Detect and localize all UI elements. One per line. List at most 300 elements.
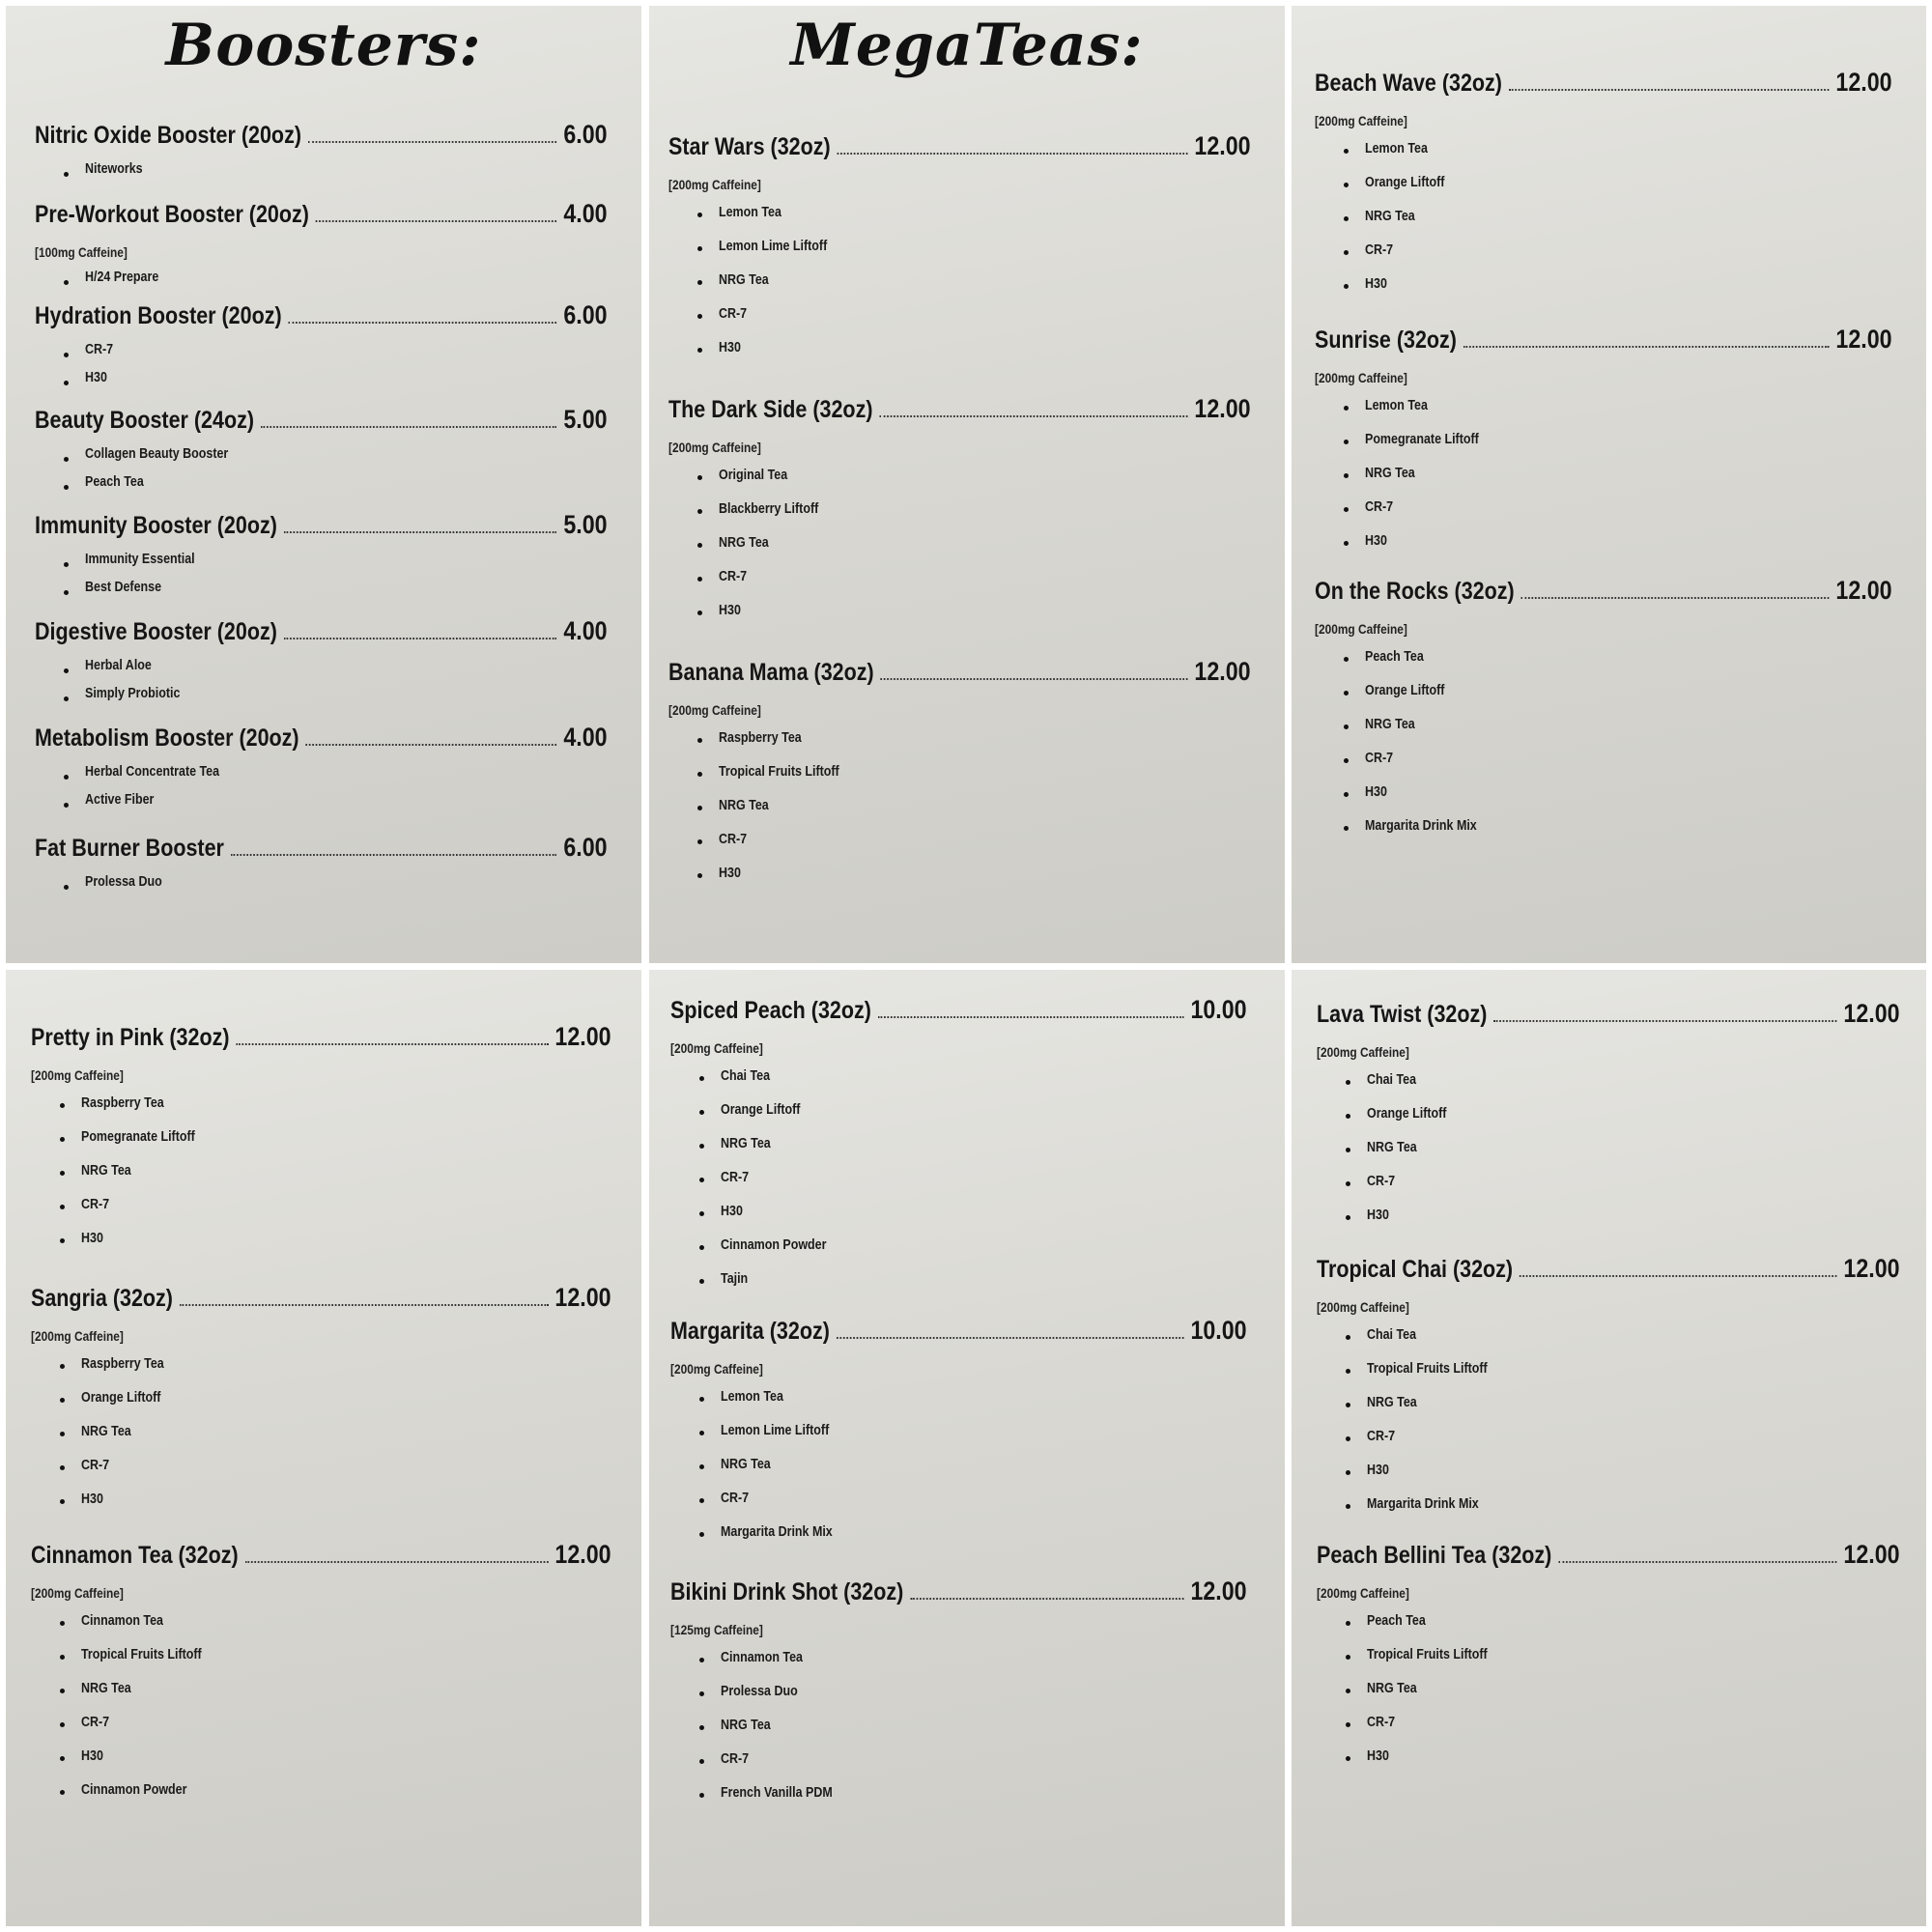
item-header <box>670 995 1247 1025</box>
item-header <box>1315 325 1892 355</box>
dot-leader <box>879 415 1187 417</box>
ingredient-item <box>668 526 1252 560</box>
menu-item <box>35 199 609 292</box>
ingredient-label: CR-7 <box>1365 242 1394 258</box>
ingredient-item <box>1315 234 1893 268</box>
menu-item <box>670 995 1248 1296</box>
ingredient-label: CR-7 <box>1367 1174 1396 1189</box>
ingredient-item <box>670 1641 1248 1675</box>
ingredient-item <box>1317 1740 1901 1774</box>
ingredient-item <box>1317 1605 1901 1638</box>
ingredient-item <box>670 1675 1248 1709</box>
item-name: Banana Mama (32oz) <box>668 659 874 686</box>
dot-leader <box>316 220 557 222</box>
ingredient-label: Tropical Fruits Liftoff <box>81 1647 202 1662</box>
ingredient-label: Cinnamon Tea <box>81 1613 163 1629</box>
ingredient-item <box>35 364 609 392</box>
ingredient-label: NRG Tea <box>1365 717 1415 732</box>
ingredient-list <box>1315 640 1893 843</box>
item-name: Digestive Booster (20oz) <box>35 618 277 645</box>
item-name: Margarita (32oz) <box>670 1318 830 1345</box>
ingredient-item <box>670 1743 1248 1776</box>
ingredient-item <box>670 1516 1248 1549</box>
ingredient-item <box>668 857 1252 891</box>
ingredient-label: NRG Tea <box>719 535 769 551</box>
ingredient-item <box>35 868 609 896</box>
ingredient-item <box>670 1094 1248 1127</box>
ingredient-label: NRG Tea <box>1367 1140 1417 1155</box>
dot-leader <box>838 153 1188 155</box>
item-price: 5.00 <box>563 405 608 434</box>
ingredient-item <box>35 652 609 680</box>
ingredient-item <box>668 493 1252 526</box>
menu-page-boosters <box>6 6 641 963</box>
ingredient-item <box>670 1380 1248 1414</box>
ingredient-label: Lemon Lime Liftoff <box>719 239 828 254</box>
menu-item <box>35 723 609 814</box>
ingredient-label: Lemon Lime Liftoff <box>721 1423 830 1438</box>
ingredient-list <box>668 196 1252 365</box>
ingredient-item <box>1317 1352 1901 1386</box>
ingredient-label: Orange Liftoff <box>1365 683 1445 698</box>
item-header <box>35 405 608 435</box>
ingredient-item <box>668 264 1252 298</box>
ingredient-item <box>1315 491 1893 525</box>
item-header <box>1315 68 1892 98</box>
dot-leader <box>308 141 557 143</box>
item-name: Sangria (32oz) <box>31 1285 173 1312</box>
ingredient-item <box>1317 1638 1901 1672</box>
ingredient-list <box>35 758 609 814</box>
ingredient-list <box>1315 132 1893 301</box>
ingredient-label: Prolessa Duo <box>721 1684 798 1699</box>
ingredient-list <box>35 440 609 497</box>
ingredient-label: Collagen Beauty Booster <box>85 446 229 462</box>
ingredient-item <box>668 823 1252 857</box>
item-name: Cinnamon Tea (32oz) <box>31 1542 239 1569</box>
ingredient-label: Tropical Fruits Liftoff <box>719 764 839 780</box>
ingredient-item <box>668 459 1252 493</box>
caffeine-note: [200mg Caffeine] <box>668 702 761 718</box>
item-price: 12.00 <box>554 1283 611 1312</box>
ingredient-item <box>668 196 1252 230</box>
menu-item <box>670 1577 1248 1810</box>
ingredient-item <box>35 264 609 292</box>
item-header <box>35 723 608 753</box>
item-price: 12.00 <box>1843 999 1900 1028</box>
ingredient-label: Chai Tea <box>1367 1327 1417 1343</box>
dot-leader <box>1463 346 1830 348</box>
caffeine-note: [200mg Caffeine] <box>1315 621 1407 637</box>
menu-item <box>31 1283 612 1517</box>
ingredient-item <box>670 1127 1248 1161</box>
ingredient-label: CR-7 <box>721 1491 750 1506</box>
ingredient-list <box>670 1060 1248 1296</box>
ingredient-item <box>31 1740 612 1774</box>
ingredient-label: H30 <box>1367 1748 1389 1764</box>
ingredient-item <box>1315 132 1893 166</box>
item-name: Spiced Peach (32oz) <box>670 997 871 1024</box>
dot-leader <box>1509 89 1830 91</box>
ingredient-label: H30 <box>721 1204 743 1219</box>
ingredient-label: Orange Liftoff <box>1367 1106 1447 1122</box>
menu-page-4 <box>6 970 641 1926</box>
ingredient-item <box>31 1672 612 1706</box>
ingredient-label: Peach Tea <box>1365 649 1424 665</box>
ingredient-item <box>35 336 609 364</box>
ingredient-label: Cinnamon Tea <box>721 1650 803 1665</box>
item-name: Fat Burner Booster <box>35 835 224 862</box>
item-price: 12.00 <box>1843 1254 1900 1283</box>
ingredient-item <box>1317 1488 1901 1521</box>
menu-item <box>1315 68 1893 301</box>
ingredient-label: CR-7 <box>1367 1429 1396 1444</box>
ingredient-label: Chai Tea <box>721 1068 771 1084</box>
ingredient-label: CR-7 <box>719 569 748 584</box>
ingredient-label: CR-7 <box>1367 1715 1396 1730</box>
ingredient-label: CR-7 <box>1365 499 1394 515</box>
ingredient-item <box>35 680 609 708</box>
dot-leader <box>1558 1561 1836 1563</box>
ingredient-item <box>1315 810 1893 843</box>
ingredient-item <box>1315 389 1893 423</box>
menu-item <box>1317 1254 1901 1521</box>
ingredient-label: Cinnamon Powder <box>721 1237 827 1253</box>
ingredient-label: NRG Tea <box>1365 209 1415 224</box>
item-price: 12.00 <box>1835 325 1892 354</box>
ingredient-item <box>670 1195 1248 1229</box>
ingredient-item <box>668 331 1252 365</box>
ingredient-list <box>35 264 609 292</box>
ingredient-list <box>31 1348 612 1517</box>
ingredient-label: Blackberry Liftoff <box>719 501 819 517</box>
ingredient-label: NRG Tea <box>1367 1395 1417 1410</box>
ingredient-label: NRG Tea <box>721 1718 771 1733</box>
item-name: Peach Bellini Tea (32oz) <box>1317 1542 1552 1569</box>
ingredient-item <box>31 1348 612 1381</box>
dot-leader <box>1521 597 1830 599</box>
item-name: Bikini Drink Shot (32oz) <box>670 1578 904 1605</box>
caffeine-note: [200mg Caffeine] <box>31 1328 124 1344</box>
ingredient-item <box>1315 674 1893 708</box>
ingredient-item <box>1315 776 1893 810</box>
ingredient-item <box>1315 200 1893 234</box>
dot-leader <box>231 854 557 856</box>
item-name: Beauty Booster (24oz) <box>35 407 254 434</box>
menu-page-3 <box>1292 6 1926 963</box>
ingredient-list <box>1317 1605 1901 1774</box>
ingredient-label: Lemon Tea <box>1365 398 1428 413</box>
ingredient-item <box>1315 457 1893 491</box>
item-header <box>31 1022 611 1052</box>
item-header <box>668 394 1251 424</box>
item-price: 4.00 <box>563 199 608 228</box>
ingredient-label: H30 <box>1365 533 1387 549</box>
ingredient-item <box>31 1638 612 1672</box>
ingredient-label: Original Tea <box>719 468 788 483</box>
ingredient-item <box>670 1060 1248 1094</box>
ingredient-item <box>31 1121 612 1154</box>
dot-leader <box>284 638 557 639</box>
ingredient-item <box>1315 742 1893 776</box>
item-name: Star Wars (32oz) <box>668 133 831 160</box>
ingredient-item <box>35 156 609 184</box>
ingredient-label: Immunity Essential <box>85 552 195 567</box>
item-name: Beach Wave (32oz) <box>1315 70 1502 97</box>
ingredient-item <box>1317 1386 1901 1420</box>
item-price: 12.00 <box>1190 1577 1247 1605</box>
item-name: Sunrise (32oz) <box>1315 327 1457 354</box>
ingredient-label: Margarita Drink Mix <box>1365 818 1477 834</box>
ingredient-item <box>668 755 1252 789</box>
item-name: Pretty in Pink (32oz) <box>31 1024 230 1051</box>
menu-item <box>1317 1540 1901 1774</box>
ingredient-label: NRG Tea <box>719 798 769 813</box>
ingredient-label: Tropical Fruits Liftoff <box>1367 1361 1488 1377</box>
item-header <box>1315 576 1892 606</box>
page-heading: Boosters: <box>165 12 482 79</box>
item-header <box>1317 999 1900 1029</box>
ingredient-list <box>35 652 609 708</box>
menu-item <box>35 616 609 708</box>
item-price: 10.00 <box>1190 1316 1247 1345</box>
dot-leader <box>878 1016 1184 1018</box>
item-name: On the Rocks (32oz) <box>1315 578 1515 605</box>
ingredient-item <box>670 1263 1248 1296</box>
item-price: 5.00 <box>563 510 608 539</box>
ingredient-label: NRG Tea <box>81 1681 131 1696</box>
ingredient-label: French Vanilla PDM <box>721 1785 833 1801</box>
item-name: Pre-Workout Booster (20oz) <box>35 201 309 228</box>
ingredient-item <box>1315 423 1893 457</box>
item-header <box>1317 1254 1900 1284</box>
caffeine-note: [200mg Caffeine] <box>1315 370 1407 385</box>
ingredient-list <box>670 1380 1248 1549</box>
dot-leader <box>837 1337 1184 1339</box>
menu-page-6 <box>1292 970 1926 1926</box>
ingredient-item <box>670 1776 1248 1810</box>
ingredient-label: NRG Tea <box>719 272 769 288</box>
ingredient-label: NRG Tea <box>81 1424 131 1439</box>
item-header <box>35 120 608 150</box>
ingredient-label: H30 <box>1367 1208 1389 1223</box>
ingredient-item <box>668 594 1252 628</box>
caffeine-note: [125mg Caffeine] <box>670 1622 763 1637</box>
ingredient-label: Best Defense <box>85 580 162 595</box>
ingredient-item <box>1317 1097 1901 1131</box>
menu-item <box>1317 999 1901 1233</box>
ingredient-item <box>670 1414 1248 1448</box>
ingredient-label: NRG Tea <box>81 1163 131 1179</box>
menu-item <box>35 405 609 497</box>
item-price: 12.00 <box>1843 1540 1900 1569</box>
ingredient-list <box>1317 1064 1901 1233</box>
item-header <box>1317 1540 1900 1570</box>
ingredient-label: Herbal Aloe <box>85 658 152 673</box>
ingredient-item <box>31 1449 612 1483</box>
ingredient-label: H30 <box>81 1492 103 1507</box>
ingredient-label: CR-7 <box>81 1458 110 1473</box>
ingredient-label: H30 <box>1365 784 1387 800</box>
ingredient-item <box>670 1161 1248 1195</box>
menu-item <box>668 394 1252 628</box>
item-price: 12.00 <box>1194 657 1251 686</box>
ingredient-item <box>31 1774 612 1807</box>
ingredient-item <box>668 298 1252 331</box>
ingredient-item <box>31 1706 612 1740</box>
ingredient-label: Pomegranate Liftoff <box>81 1129 195 1145</box>
ingredient-item <box>35 574 609 602</box>
dot-leader <box>910 1598 1183 1600</box>
item-price: 12.00 <box>554 1540 611 1569</box>
ingredient-label: H30 <box>719 340 741 355</box>
ingredient-label: Margarita Drink Mix <box>1367 1496 1479 1512</box>
caffeine-note: [200mg Caffeine] <box>670 1040 763 1056</box>
ingredient-item <box>1317 1319 1901 1352</box>
ingredient-item <box>668 722 1252 755</box>
ingredient-label: CR-7 <box>1365 751 1394 766</box>
ingredient-item <box>31 1154 612 1188</box>
ingredient-item <box>31 1483 612 1517</box>
ingredient-item <box>1317 1165 1901 1199</box>
ingredient-label: NRG Tea <box>721 1457 771 1472</box>
ingredient-item <box>35 786 609 814</box>
menu-item <box>668 131 1252 365</box>
ingredient-label: H30 <box>81 1231 103 1246</box>
ingredient-item <box>31 1087 612 1121</box>
ingredient-label: Tropical Fruits Liftoff <box>1367 1647 1488 1662</box>
ingredient-label: Tajin <box>721 1271 749 1287</box>
item-name: Metabolism Booster (20oz) <box>35 724 299 752</box>
ingredient-list <box>670 1641 1248 1810</box>
dot-leader <box>261 426 557 428</box>
ingredient-item <box>1317 1131 1901 1165</box>
menu-page-megateas <box>649 6 1285 963</box>
caffeine-note: [200mg Caffeine] <box>1317 1299 1409 1315</box>
ingredient-item <box>670 1448 1248 1482</box>
ingredient-item <box>35 469 609 497</box>
dot-leader <box>289 322 557 324</box>
dot-leader <box>284 531 557 533</box>
ingredient-item <box>670 1482 1248 1516</box>
ingredient-item <box>35 758 609 786</box>
menu-item <box>35 510 609 602</box>
item-price: 12.00 <box>1835 576 1892 605</box>
ingredient-label: CR-7 <box>721 1751 750 1767</box>
item-header <box>670 1316 1247 1346</box>
ingredient-label: Margarita Drink Mix <box>721 1524 833 1540</box>
dot-leader <box>1493 1020 1836 1022</box>
ingredient-item <box>1315 708 1893 742</box>
ingredient-label: Cinnamon Powder <box>81 1782 187 1798</box>
ingredient-item <box>1315 268 1893 301</box>
dot-leader <box>236 1043 548 1045</box>
page-heading: MegaTeas: <box>790 12 1144 79</box>
item-price: 6.00 <box>563 833 608 862</box>
dot-leader <box>1520 1275 1837 1277</box>
menu-item <box>670 1316 1248 1549</box>
ingredient-label: NRG Tea <box>721 1136 771 1151</box>
item-name: Lava Twist (32oz) <box>1317 1001 1488 1028</box>
item-header <box>31 1540 611 1570</box>
ingredient-label: H/24 Prepare <box>85 270 159 285</box>
ingredient-label: CR-7 <box>81 1197 110 1212</box>
item-header <box>670 1577 1247 1606</box>
menu-item <box>668 657 1252 891</box>
ingredient-item <box>31 1415 612 1449</box>
item-header <box>31 1283 611 1313</box>
ingredient-item <box>1317 1672 1901 1706</box>
caffeine-note: [200mg Caffeine] <box>668 440 761 455</box>
ingredient-list <box>35 336 609 392</box>
ingredient-label: Raspberry Tea <box>81 1356 164 1372</box>
ingredient-label: NRG Tea <box>1365 466 1415 481</box>
ingredient-list <box>35 546 609 602</box>
ingredient-item <box>668 560 1252 594</box>
ingredient-label: Peach Tea <box>1367 1613 1426 1629</box>
ingredient-label: CR-7 <box>81 1715 110 1730</box>
item-price: 4.00 <box>563 616 608 645</box>
item-price: 4.00 <box>563 723 608 752</box>
ingredient-label: Orange Liftoff <box>721 1102 801 1118</box>
item-price: 12.00 <box>1194 131 1251 160</box>
ingredient-list <box>1315 389 1893 558</box>
ingredient-label: Raspberry Tea <box>719 730 802 746</box>
ingredient-item <box>31 1381 612 1415</box>
menu-item <box>31 1022 612 1256</box>
dot-leader <box>881 678 1188 680</box>
caffeine-note: [200mg Caffeine] <box>670 1361 763 1377</box>
item-name: Nitric Oxide Booster (20oz) <box>35 122 301 149</box>
caffeine-note: [200mg Caffeine] <box>1315 113 1407 128</box>
ingredient-label: Peach Tea <box>85 474 144 490</box>
ingredient-item <box>668 230 1252 264</box>
dot-leader <box>305 744 556 746</box>
caffeine-note: [200mg Caffeine] <box>1317 1585 1409 1601</box>
item-header <box>668 657 1251 687</box>
item-header <box>35 199 608 229</box>
ingredient-list <box>668 459 1252 628</box>
caffeine-note: [200mg Caffeine] <box>668 177 761 192</box>
caffeine-note: [200mg Caffeine] <box>31 1585 124 1601</box>
ingredient-item <box>31 1222 612 1256</box>
item-header <box>35 300 608 330</box>
menu-item <box>35 120 609 184</box>
caffeine-note: [200mg Caffeine] <box>1317 1044 1409 1060</box>
ingredient-list <box>31 1087 612 1256</box>
ingredient-label: NRG Tea <box>1367 1681 1417 1696</box>
ingredient-item <box>1317 1199 1901 1233</box>
menu-item <box>35 833 609 896</box>
ingredient-list <box>31 1605 612 1807</box>
ingredient-label: CR-7 <box>85 342 114 357</box>
ingredient-label: Lemon Tea <box>721 1389 783 1405</box>
ingredient-label: H30 <box>85 370 107 385</box>
menu-item <box>1315 325 1893 558</box>
ingredient-label: Niteworks <box>85 161 143 177</box>
item-name: Hydration Booster (20oz) <box>35 302 282 329</box>
ingredient-label: H30 <box>1365 276 1387 292</box>
ingredient-list <box>35 868 609 896</box>
item-price: 12.00 <box>1835 68 1892 97</box>
ingredient-item <box>35 546 609 574</box>
menu-item <box>31 1540 612 1807</box>
ingredient-label: Pomegranate Liftoff <box>1365 432 1479 447</box>
ingredient-item <box>1317 1454 1901 1488</box>
item-header <box>668 131 1251 161</box>
menu-item <box>35 300 609 392</box>
item-name: Tropical Chai (32oz) <box>1317 1256 1514 1283</box>
